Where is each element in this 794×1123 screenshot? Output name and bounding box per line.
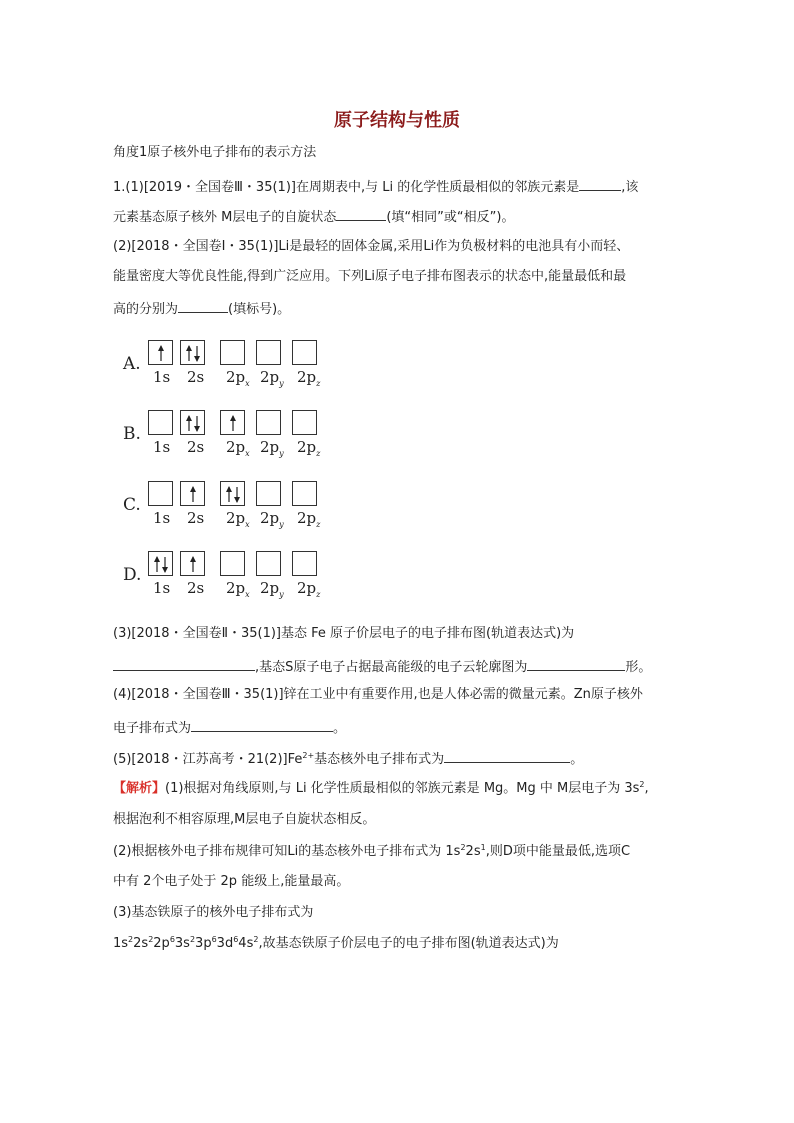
superscript: 2 [460,843,466,852]
superscript: 6 [169,935,175,944]
superscript: 2 [148,935,154,944]
orbital-box [256,481,281,506]
q1-text: 1.(1)[2019・全国卷Ⅲ・35(1)]在周期表中,与 Li 的化学性质最相似的邻族元素是 [113,180,580,195]
spin-up-arrow-icon [186,345,192,362]
orbital-subscript: y [279,449,284,458]
spin-down-arrow-icon [234,486,240,503]
orbital-label [260,509,284,529]
orbital-label [260,368,284,388]
orbital-label [187,368,204,386]
orbital-label-text: 2p [297,368,317,386]
orbital-box [292,481,317,506]
q4-line1: (4)[2018・全国卷Ⅲ・35(1)]锌在工业中有重要作用,也是人体必需的微量元素。Zn原子核外 [113,687,643,702]
orbital-term: 2p [153,936,170,951]
orbital-subscript: y [279,590,284,599]
orbital-label-text: 2p [226,368,246,386]
analysis-text: 2s [465,844,481,859]
orbital-subscript: z [316,379,321,388]
q4-line2 [113,717,346,738]
orbital-label [153,509,170,527]
orbital-label-text: 2p [226,438,246,456]
superscript: 2 [639,780,645,789]
q1-line1 [113,176,638,197]
answer-blank[interactable] [527,656,625,671]
section-heading: 角度1原子核外电子排布的表示方法 [113,145,317,160]
orbital-label [260,438,284,458]
superscript: 1 [480,843,486,852]
superscript: 2 [253,935,259,944]
superscript: 6 [233,935,239,944]
orbital-label [297,438,320,458]
orbital-box [180,481,205,506]
orbital-term: 2s [133,936,149,951]
answer-blank[interactable] [444,748,570,763]
orbital-term: 3s [174,936,190,951]
orbital-label-text: 1s [153,438,171,456]
orbital-box [148,481,173,506]
analysis-text: , [644,781,649,796]
orbital-box [220,551,245,576]
option-b [120,410,380,466]
fe-electron-configuration [113,936,258,951]
spin-up-arrow-icon [230,415,236,432]
orbital-subscript: x [245,590,250,599]
orbital-label-text: 2s [187,368,205,386]
orbital-label-text: 2p [297,438,317,456]
orbital-subscript: x [245,379,250,388]
orbital-label [226,579,250,599]
option-a [120,340,380,396]
orbital-subscript: z [316,449,321,458]
orbital-box [292,340,317,365]
analysis-text: (1)根据对角线原则,与 Li 化学性质最相似的邻族元素是 Mg。Mg 中 M层电子为 3s [165,781,640,796]
q1-text: ,该 [621,180,639,195]
orbital-label-text: 2p [297,579,317,597]
orbital-label [226,509,250,529]
option-c [120,481,380,537]
q1-part2-line3 [113,298,290,319]
q1-part2-line2: 能量密度大等优良性能,得到广泛应用。下列Li原子电子排布图表示的状态中,能量最低和最 [113,269,627,284]
spin-up-arrow-icon [154,556,160,573]
analysis-line1 [113,780,649,798]
q1-text: (填“相同”或“相反”)。 [386,210,515,225]
q3-line1: (3)[2018・全国卷Ⅱ・35(1)]基态 Fe 原子价层电子的电子排布图(轨道表达式)为 [113,626,575,641]
answer-blank[interactable] [178,298,228,313]
orbital-box [148,340,173,365]
orbital-label-text: 2s [187,509,205,527]
orbital-box [180,551,205,576]
analysis-line4: 中有 2个电子处于 2p 能级上,能量最高。 [113,874,350,889]
answer-blank[interactable] [191,717,333,732]
answer-blank[interactable] [579,176,621,191]
orbital-box [180,410,205,435]
spin-down-arrow-icon [194,345,200,362]
analysis-line6 [113,935,559,953]
orbital-subscript: z [316,520,321,529]
option-letter: D. [123,565,142,585]
q1-part2-line1: (2)[2018・全国卷Ⅰ・35(1)]Li是最轻的固体金属,采用Li作为负极材料的电池具有小而轻、 [113,239,630,254]
q4-text: 。 [333,721,347,736]
analysis-text: ,故基态铁原子价层电子的电子排布图(轨道表达式)为 [258,936,559,951]
orbital-term: 3d [216,936,234,951]
q5-superscript: 2+ [302,751,315,760]
orbital-subscript: x [245,449,250,458]
orbital-label-text: 2s [187,438,205,456]
orbital-label [260,579,284,599]
orbital-label-text: 1s [153,509,171,527]
orbital-label [153,438,170,456]
spin-down-arrow-icon [162,556,168,573]
option-letter: C. [123,495,141,515]
orbital-subscript: y [279,379,284,388]
orbital-label-text: 2p [260,509,280,527]
orbital-label [187,509,204,527]
orbital-label-text: 2p [260,438,280,456]
spin-up-arrow-icon [158,345,164,362]
superscript: 2 [189,935,196,944]
analysis-tag: 【解析】 [113,781,166,796]
option-d [120,551,380,607]
orbital-box [292,551,317,576]
analysis-line3 [113,843,630,861]
orbital-label [226,438,250,458]
analysis-text: ,则D项中能量最低,选项C [485,844,631,859]
q5-line [113,748,583,769]
orbital-label-text: 2p [226,579,246,597]
orbital-label [226,368,250,388]
q1-text: (填标号)。 [228,302,291,317]
q1-line2 [113,206,514,227]
spin-down-arrow-icon [194,415,200,432]
spin-up-arrow-icon [186,415,192,432]
orbital-label-text: 1s [153,579,171,597]
q5-text: 基态核外电子排布式为 [314,752,445,767]
orbital-box [256,551,281,576]
orbital-label [297,579,320,599]
orbital-box [148,410,173,435]
orbital-label [153,368,170,386]
page-title: 原子结构与性质 [334,110,460,131]
analysis-line5: (3)基态铁原子的核外电子排布式为 [113,905,314,920]
q3-text: ,基态S原子电子占据最高能级的电子云轮廓图为 [255,660,528,675]
orbital-box [292,410,317,435]
orbital-label-text: 2p [297,509,317,527]
answer-blank[interactable] [336,206,386,221]
superscript: 2 [128,935,134,944]
answer-blank[interactable] [113,656,255,671]
q4-text: 电子排布式为 [113,721,192,736]
spin-up-arrow-icon [190,556,196,573]
orbital-label [297,368,320,388]
q3-line2 [113,656,651,677]
option-letter: A. [123,354,141,374]
orbital-term: 3p [195,936,212,951]
orbital-box [220,340,245,365]
orbital-label [187,438,204,456]
orbital-term: 4s [238,936,254,951]
spin-up-arrow-icon [190,486,196,503]
q5-text: (5)[2018・江苏高考・21(2)]Fe [113,752,303,767]
orbital-label [153,579,170,597]
q5-text: 。 [570,752,584,767]
orbital-box [180,340,205,365]
orbital-label-text: 2p [260,368,280,386]
option-letter: B. [123,424,141,444]
orbital-box [256,410,281,435]
orbital-box [220,410,245,435]
orbital-label-text: 2p [260,579,280,597]
orbital-box [220,481,245,506]
q1-text: 高的分别为 [113,302,179,317]
orbital-term: 1s [113,936,129,951]
orbital-label-text: 2s [187,579,205,597]
analysis-text: (2)根据核外电子排布规律可知Li的基态核外电子排布式为 1s [113,844,461,859]
orbital-box [148,551,173,576]
orbital-label [187,579,204,597]
q1-text: 元素基态原子核外 M层电子的自旋状态 [113,210,337,225]
orbital-subscript: x [245,520,250,529]
orbital-label [297,509,320,529]
analysis-line2: 根据泡利不相容原理,M层电子自旋状态相反。 [113,812,376,827]
spin-up-arrow-icon [226,486,232,503]
orbital-label-text: 2p [226,509,246,527]
orbital-box [256,340,281,365]
orbital-label-text: 1s [153,368,171,386]
superscript: 6 [211,935,217,944]
orbital-subscript: y [279,520,284,529]
orbital-subscript: z [316,590,321,599]
q3-text: 形。 [625,660,652,675]
